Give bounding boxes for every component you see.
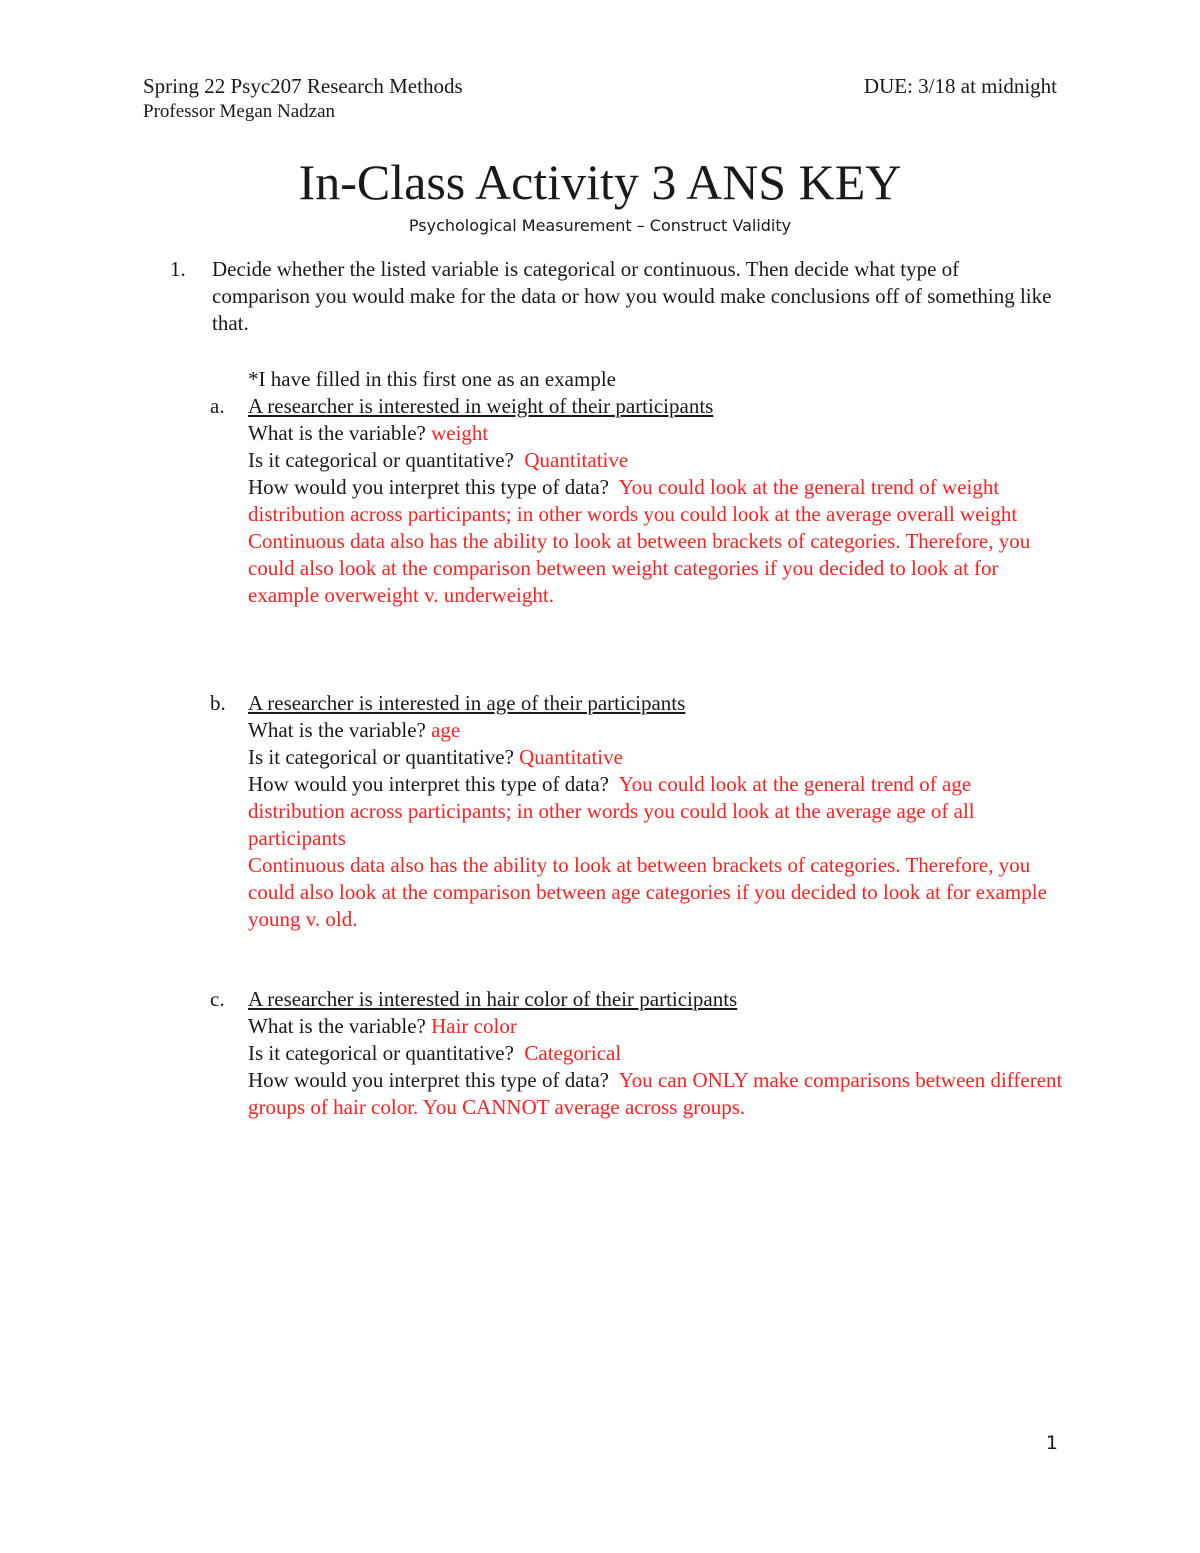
type-question: Is it categorical or quantitative? [248, 448, 514, 472]
type-answer: Categorical [524, 1041, 622, 1065]
variable-answer: Hair color [431, 1014, 517, 1038]
document-subtitle: Psychological Measurement – Construct Validity [408, 216, 792, 235]
item-letter: a. [210, 394, 225, 418]
variable-answer: age [431, 718, 461, 742]
type-line [248, 1040, 1070, 1067]
question-number: 1. [170, 257, 186, 281]
item-letter: b. [210, 691, 226, 715]
extra-answer: Continuous data also has the ability to look at between brackets of categories. Therefore, you could also look at the comparison between age categories if you decided to look at for example young v. old. [248, 853, 1047, 931]
interpret-answer: You can ONLY make comparisons between different groups of hair color. You CANNOT average across groups. [248, 1068, 1063, 1119]
item-prompt: A researcher is interested in age of their participants [248, 691, 686, 715]
header-due-date: DUE: 3/18 at midnight [863, 74, 1057, 98]
interpret-question: How would you interpret this type of data? [248, 1068, 609, 1092]
type-line [248, 744, 1070, 771]
header-course: Spring 22 Psyc207 Research Methods [143, 74, 463, 98]
interpret-line [248, 474, 1070, 528]
type-question: Is it categorical or quantitative? [248, 1041, 514, 1065]
item-prompt: A researcher is interested in hair color of their participants [248, 987, 738, 1011]
interpret-question: How would you interpret this type of data? [248, 475, 609, 499]
interpret-line [248, 1067, 1070, 1121]
type-line [248, 447, 1070, 474]
variable-question: What is the variable? [248, 1014, 426, 1038]
variable-question: What is the variable? [248, 421, 426, 445]
variable-answer: weight [431, 421, 489, 445]
question-text: Decide whether the listed variable is categorical or continuous. Then decide what type of comparison you would make for the data or how you would make conclusions off of something like that. [212, 257, 1052, 335]
item-body [248, 986, 1070, 1121]
item-prompt: A researcher is interested in weight of their participants [248, 394, 714, 418]
example-note: *I have filled in this first one as an example [248, 367, 616, 391]
item-letter: c. [210, 987, 225, 1011]
item-body [248, 393, 1070, 609]
variable-line [248, 420, 1070, 447]
interpret-line [248, 771, 1070, 852]
page-number: 1 [1045, 1432, 1058, 1454]
variable-line [248, 717, 1070, 744]
variable-line [248, 1013, 1070, 1040]
type-answer: Quantitative [524, 448, 629, 472]
interpret-question: How would you interpret this type of data? [248, 772, 609, 796]
item-body [248, 690, 1070, 933]
interpret-answer: You could look at the general trend of weight distribution across participants; in other words you could look at the average overall weight [248, 475, 1018, 526]
variable-question: What is the variable? [248, 718, 426, 742]
extra-answer: Continuous data also has the ability to look at between brackets of categories. Therefore, you could also look at the comparison between weight categories if you decided to look at for example overweight v. underweight. [248, 529, 1031, 607]
document-title: In-Class Activity 3 ANS KEY [298, 154, 902, 210]
header-professor: Professor Megan Nadzan [143, 101, 336, 122]
interpret-answer: You could look at the general trend of age distribution across participants; in other words you could look at the average age of all participants [248, 772, 975, 850]
type-answer: Quantitative [519, 745, 623, 769]
type-question: Is it categorical or quantitative? [248, 745, 514, 769]
